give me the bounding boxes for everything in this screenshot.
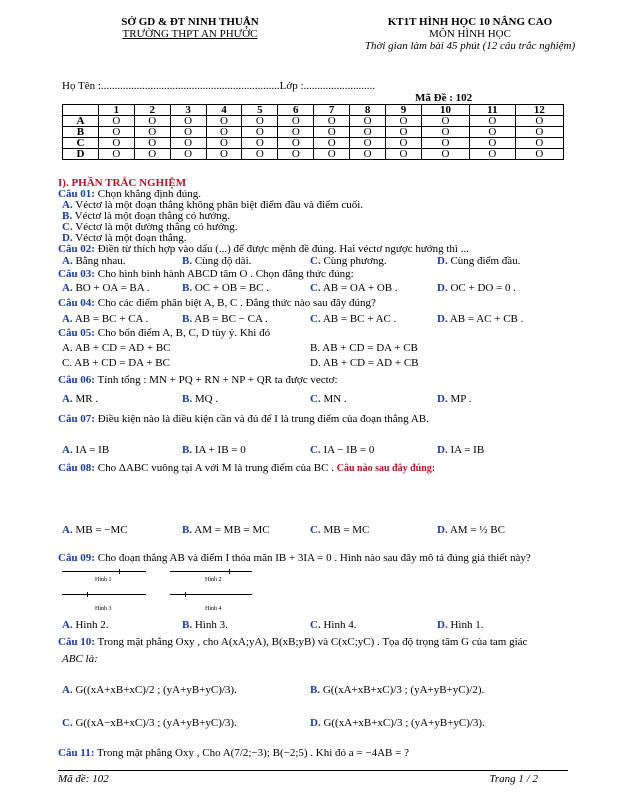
answer-bubble[interactable]: O	[470, 149, 516, 160]
q8-option-a[interactable]: A. MB = −MC	[62, 524, 128, 536]
answer-bubble[interactable]: O	[242, 127, 278, 138]
row-label: A	[63, 116, 99, 127]
question-5: Câu 05: Cho bốn điểm A, B, C, D tùy ý. Khi đó	[58, 327, 271, 339]
q4-option-d[interactable]: D. AB = AC + CB .	[437, 313, 524, 325]
header-left	[90, 16, 290, 40]
question-10-cont: ABC là:	[62, 653, 98, 665]
answer-bubble[interactable]: O	[515, 149, 563, 160]
answer-bubble[interactable]: O	[134, 138, 170, 149]
question-11: Câu 11: Trong mặt phẳng Oxy , Cho A(7/2;−3); B(−2;5) . Khi đó a = −4AB = ?	[58, 747, 409, 759]
answer-bubble[interactable]: O	[170, 149, 206, 160]
q1-option-c[interactable]: C. Véctơ là một đường thẳng có hướng.	[62, 221, 238, 233]
answer-bubble[interactable]: O	[314, 149, 350, 160]
answer-bubble[interactable]: O	[278, 116, 314, 127]
answer-bubble[interactable]: O	[242, 138, 278, 149]
subject-name: MÔN HÌNH HỌC	[429, 28, 511, 40]
answer-bubble[interactable]: O	[278, 127, 314, 138]
q5-option-c[interactable]: C. AB + CD = DA + BC	[62, 357, 170, 369]
student-name-line: Họ Tên :.................................................................Lớp :..........................	[62, 80, 375, 92]
question-3: Câu 03: Cho hình bình hành ABCD tâm O . Chọn đẳng thức đúng:	[58, 268, 354, 280]
q10-option-d[interactable]: D. G((xA+xB+xC)/3 ; (yA+yB+yC)/3).	[310, 717, 485, 729]
q8-option-b[interactable]: B. AM = MB = MC	[182, 524, 270, 536]
answer-bubble[interactable]: O	[206, 127, 242, 138]
col-header: 4	[206, 105, 242, 116]
answer-bubble[interactable]: O	[98, 149, 134, 160]
answer-bubble[interactable]: O	[206, 138, 242, 149]
answer-bubble[interactable]: O	[470, 138, 516, 149]
answer-bubble[interactable]: O	[470, 116, 516, 127]
answer-bubble[interactable]: O	[170, 127, 206, 138]
question-9: Câu 09: Cho đoạn thẳng AB và điểm I thỏa mãn IB + 3IA = 0 . Hình nào sau đây mô tả đúng giả thiết này?	[58, 552, 531, 564]
q10-option-b[interactable]: B. G((xA+xB+xC)/3 ; (yA+yB+yC)/2).	[310, 684, 485, 696]
question-2: Câu 02: Điền từ thích hợp vào dấu (...) để được mệnh đề đúng. Hai véctơ ngược hướng thì ...	[58, 243, 469, 255]
corner-cell	[63, 105, 99, 116]
answer-bubble[interactable]: O	[515, 138, 563, 149]
answer-bubble[interactable]: O	[278, 138, 314, 149]
q9-option-d[interactable]: D. Hình 1.	[437, 619, 484, 631]
q5-option-a[interactable]: A. AB + CD = AD + BC	[62, 342, 171, 354]
q6-option-d[interactable]: D. MP .	[437, 393, 472, 405]
answer-bubble[interactable]: O	[421, 127, 469, 138]
answer-row	[63, 149, 564, 160]
col-header: 8	[350, 105, 386, 116]
figure-4-segment	[170, 594, 252, 595]
q2-option-b[interactable]: B. Cùng độ dài.	[182, 255, 252, 267]
answer-bubble[interactable]: O	[134, 116, 170, 127]
answer-bubble[interactable]: O	[470, 127, 516, 138]
footer-page: Trang 1 / 2	[489, 773, 538, 785]
answer-bubble[interactable]: O	[314, 127, 350, 138]
dept-name: SỞ GD & ĐT NINH THUẬN	[121, 16, 259, 28]
q1-option-d[interactable]: D. Véctơ là một đoạn thẳng.	[62, 232, 187, 244]
row-label: C	[63, 138, 99, 149]
answer-bubble[interactable]: O	[206, 116, 242, 127]
question-10: Câu 10: Trong mặt phẳng Oxy , cho A(xA;yA), B(xB;yB) và C(xC;yC) . Tọa độ trọng tâm G của tam giác	[58, 636, 528, 648]
answer-bubble[interactable]: O	[350, 116, 386, 127]
page-footer	[58, 770, 568, 785]
answer-bubble[interactable]: O	[98, 138, 134, 149]
q2-option-d[interactable]: D. Cùng điểm đầu.	[437, 255, 521, 267]
col-header: 5	[242, 105, 278, 116]
answer-row	[63, 116, 564, 127]
q4-option-c[interactable]: C. AB = BC + AC .	[310, 313, 397, 325]
question-1: Câu 01: Chọn khẳng định đúng.	[58, 188, 202, 200]
col-header: 12	[515, 105, 563, 116]
q4-option-b[interactable]: B. AB = BC − CA .	[182, 313, 268, 325]
q3-option-a[interactable]: A. BO + OA = BA .	[62, 282, 150, 294]
answer-bubble[interactable]: O	[350, 138, 386, 149]
answer-bubble[interactable]: O	[421, 116, 469, 127]
q3-option-c[interactable]: C. AB = OA + OB .	[310, 282, 398, 294]
answer-grid	[62, 104, 564, 160]
exam-title: KT1T HÌNH HỌC 10 NÂNG CAO	[387, 16, 553, 28]
answer-bubble[interactable]: O	[421, 138, 469, 149]
figure-4-caption: Hình 4	[205, 606, 222, 612]
col-header: 10	[421, 105, 469, 116]
answer-bubble[interactable]: O	[134, 149, 170, 160]
q3-option-b[interactable]: B. OC + OB = BC .	[182, 282, 269, 294]
q10-option-c[interactable]: C. G((xA−xB+xC)/3 ; (yA+yB+yC)/3).	[62, 717, 237, 729]
figure-2-point-i	[229, 569, 230, 574]
answer-grid-header	[63, 105, 564, 116]
figure-2-caption: Hình 2	[205, 577, 222, 583]
question-7: Câu 07: Điều kiện nào là điều kiện cần và đủ để I là trung điểm của đoạn thẳng AB.	[58, 413, 429, 425]
answer-bubble[interactable]: O	[242, 149, 278, 160]
q1-option-b[interactable]: B. Véctơ là một đoạn thẳng có hướng.	[62, 210, 231, 222]
col-header: 9	[386, 105, 422, 116]
col-header: 3	[170, 105, 206, 116]
exam-code: Mã Đề : 102	[415, 92, 473, 104]
figure-4-point-i	[185, 592, 186, 597]
answer-bubble[interactable]: O	[98, 127, 134, 138]
answer-bubble[interactable]: O	[242, 116, 278, 127]
q9-option-c[interactable]: C. Hình 4.	[310, 619, 357, 631]
question-6: Câu 06: Tính tổng : MN + PQ + RN + NP + QR ta được vectơ:	[58, 374, 338, 386]
col-header: 2	[134, 105, 170, 116]
answer-bubble[interactable]: O	[386, 127, 422, 138]
q2-option-a[interactable]: A. Bằng nhau.	[62, 255, 126, 267]
q2-option-c[interactable]: C. Cùng phương.	[310, 255, 387, 267]
answer-bubble[interactable]: O	[421, 149, 469, 160]
figure-3-point-i	[87, 592, 88, 597]
q3-option-d[interactable]: D. OC + DO = 0 .	[437, 282, 517, 294]
col-header: 11	[470, 105, 516, 116]
section-title: I). PHẦN TRẮC NGHIỆM	[58, 177, 187, 189]
row-label: B	[63, 127, 99, 138]
answer-bubble[interactable]: O	[170, 138, 206, 149]
figure-1-point-i	[119, 569, 120, 574]
q5-option-d[interactable]: D. AB + CD = AD + CB	[310, 357, 419, 369]
col-header: 1	[98, 105, 134, 116]
answer-bubble[interactable]: O	[206, 149, 242, 160]
answer-bubble[interactable]: O	[386, 116, 422, 127]
answer-bubble[interactable]: O	[515, 116, 563, 127]
answer-bubble[interactable]: O	[278, 149, 314, 160]
row-label: D	[63, 149, 99, 160]
question-4: Câu 04: Cho các điểm phân biệt A, B, C . Đẳng thức nào sau đây đúng?	[58, 297, 376, 309]
exam-time: Thời gian làm bài 45 phút (12 câu trắc nghiệm)	[364, 40, 576, 52]
answer-bubble[interactable]: O	[314, 116, 350, 127]
figure-1-segment	[62, 571, 146, 572]
q7-option-c[interactable]: C. IA − IB = 0	[310, 444, 375, 456]
footer-code: Mã đề: 102	[58, 773, 109, 785]
figure-2-segment	[170, 571, 252, 572]
answer-bubble[interactable]: O	[350, 149, 386, 160]
q7-option-b[interactable]: B. IA + IB = 0	[182, 444, 246, 456]
answer-row	[63, 127, 564, 138]
q6-option-b[interactable]: B. MQ .	[182, 393, 219, 405]
q6-option-c[interactable]: C. MN .	[310, 393, 347, 405]
answer-bubble[interactable]: O	[386, 149, 422, 160]
answer-row	[63, 138, 564, 149]
q8-option-c[interactable]: C. MB = MC	[310, 524, 370, 536]
q4-option-a[interactable]: A. AB = BC + CA .	[62, 313, 149, 325]
school-name: TRƯỜNG THPT AN PHƯỚC	[122, 28, 258, 40]
figure-3-caption: Hình 3	[95, 606, 112, 612]
answer-bubble[interactable]: O	[515, 127, 563, 138]
q7-option-a[interactable]: A. IA = IB	[62, 444, 110, 456]
answer-bubble[interactable]: O	[314, 138, 350, 149]
q8-option-d[interactable]: D. AM = ½ BC	[437, 524, 505, 536]
question-8: Câu 08: Cho ΔABC vuông tại A với M là trung điểm của BC . Câu nào sau đây đúng:	[58, 462, 436, 474]
q9-option-b[interactable]: B. Hình 3.	[182, 619, 228, 631]
answer-bubble[interactable]: O	[386, 138, 422, 149]
answer-bubble[interactable]: O	[350, 127, 386, 138]
answer-bubble[interactable]: O	[134, 127, 170, 138]
figure-3-segment	[62, 594, 146, 595]
answer-bubble[interactable]: O	[98, 116, 134, 127]
figure-1-caption: Hình 1	[95, 577, 112, 583]
q1-option-a[interactable]: A. Véctơ là một đoạn thẳng không phân biệt điểm đầu và điểm cuối.	[62, 199, 364, 211]
q6-option-a[interactable]: A. MR .	[62, 393, 99, 405]
header-right	[330, 16, 610, 52]
q9-option-a[interactable]: A. Hình 2.	[62, 619, 109, 631]
q5-option-b[interactable]: B. AB + CD = DA + CB	[310, 342, 418, 354]
q10-option-a[interactable]: A. G((xA+xB+xC)/2 ; (yA+yB+yC)/3).	[62, 684, 237, 696]
col-header: 6	[278, 105, 314, 116]
q7-option-d[interactable]: D. IA = IB	[437, 444, 485, 456]
col-header: 7	[314, 105, 350, 116]
answer-bubble[interactable]: O	[170, 116, 206, 127]
